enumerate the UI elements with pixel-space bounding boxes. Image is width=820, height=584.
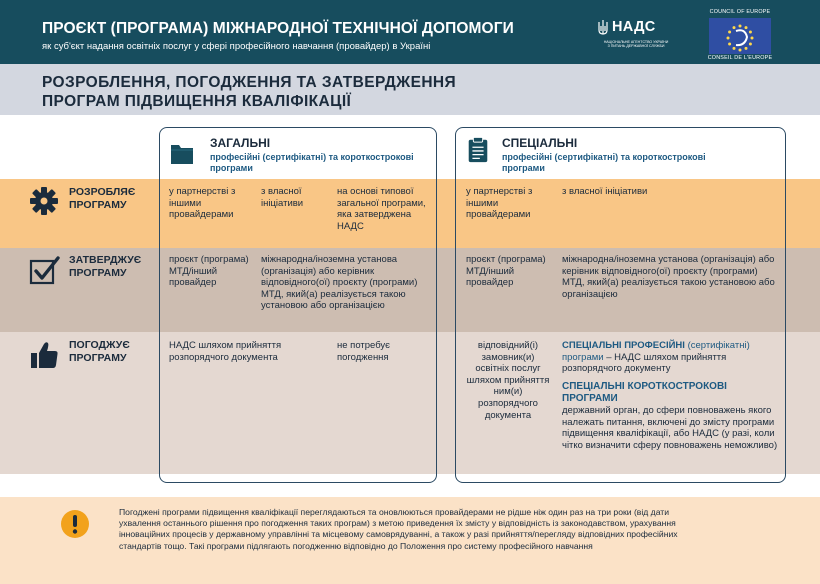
coe-logo-bottom: CONSEIL DE L'EUROPE [707, 55, 773, 61]
nads-logo-caption [596, 40, 676, 49]
column-subheading-general: професійні (сертифікатні) та короткострокові програми [210, 152, 414, 173]
cell-develops-general-2: з власної ініціативи [261, 186, 304, 209]
cell-develops-general-3: на основі типової загальної програми, яка затверджена НАДС [337, 186, 426, 232]
special-short-text: державний орган, до сфери повноважень якого належать питання, включені до змісту програми підвищення кваліфікації, або НАДС (у разі, коли чітко визначити сферу повноважень неможливо) [562, 405, 778, 451]
eu-stars-icon [709, 18, 771, 54]
checkmark-icon [28, 255, 60, 287]
header-title: ПРОЄКТ (ПРОГРАМА) МІЖНАРОДНОЇ ТЕХНІЧНОЇ ДОПОМОГИ [42, 20, 514, 37]
exclamation-icon [60, 509, 90, 539]
row-label-approves: ЗАТВЕРДЖУЄ ПРОГРАМУ [69, 254, 142, 279]
column-header-special [502, 136, 732, 174]
clipboard-icon [466, 137, 490, 163]
note-text: Погоджені програми підвищення кваліфікації переглядаються та оновлюються провайдерами не рідше ніж один раз на три роки (від дати ухвалення останнього рішення про погодження таких програм) з метою приведення їх змісту у відповідність із законодавством, урахування інноваційних процесів у державному управлінні та місцевому самоврядуванні, а також у разі прийняття/перегляду відповідних професійних стандартів тощо. Такі програми підлягають погодженню відповідно до Положення про систему професійного навчання [119, 507, 678, 551]
column-heading-special: СПЕЦІАЛЬНІ [502, 136, 578, 150]
gear-icon [28, 185, 60, 217]
nads-logo-line2: З ПИТАНЬ ДЕРЖАВНОЇ СЛУЖБИ [607, 44, 665, 49]
cell-approves-special-1: проєкт (програма) МТД/інший провайдер [466, 254, 546, 289]
nads-logo-name: НАДС [612, 19, 656, 35]
column-heading-general: ЗАГАЛЬНІ [210, 136, 271, 150]
cell-approves-special-2: міжнародна/іноземна установа (організація) або керівник відповідного(ої) проєкту (програми) МТД, який(а) реалізується такою установою або організацією [562, 254, 775, 300]
special-prof-title-suffix: (сертифікатні) програми [562, 340, 750, 363]
coe-logo-top: COUNCIL OF EUROPE [709, 9, 771, 15]
page-title-line1: РОЗРОБЛЕННЯ, ПОГОДЖЕННЯ ТА ЗАТВЕРДЖЕННЯ [42, 74, 457, 91]
cell-develops-general-1: у партнерстві з іншими провайдерами [169, 186, 236, 221]
cell-agrees-special-2 [562, 340, 784, 375]
cell-agrees-general-2: не потребує погодження [337, 340, 391, 363]
column-subheading-special: професійні (сертифікатні) та короткострокові програми [502, 152, 706, 173]
cell-approves-general-2: міжнародна/іноземна установа (організація) або керівник відповідного(ої) проєкту (програми) МТД, який(а) реалізується такою установою або організацією [261, 254, 418, 312]
nads-logo-line1: НАЦІОНАЛЬНЕ АГЕНТСТВО УКРАЇНИ [603, 40, 669, 44]
thumbs-up-icon [28, 339, 60, 371]
council-of-europe-logo [701, 8, 781, 62]
row-label-agrees: ПОГОДЖУЄ ПРОГРАМУ [69, 339, 130, 364]
page-title-band [0, 64, 820, 115]
header-bar [0, 0, 820, 64]
cell-develops-special-1: у партнерстві з іншими провайдерами [466, 186, 533, 221]
header-subtitle: як суб'єкт надання освітніх послуг у сфері професійного навчання (провайдер) в Україні [42, 41, 431, 52]
cell-agrees-special-3 [562, 381, 784, 451]
special-prof-text: – НАДС шляхом прийняття розпорядчого документу [562, 351, 727, 375]
trident-icon [598, 20, 608, 36]
special-prof-title: СПЕЦІАЛЬНІ ПРОФЕСІЙНІ [562, 340, 685, 351]
row-label-develops: РОЗРОБЛЯЄ ПРОГРАМУ [69, 186, 136, 211]
nads-logo [596, 18, 678, 58]
cell-agrees-special-1: відповідний(і) замовник(и) освітніх послуг шляхом прийняття ним(и) розпорядчого документа [466, 340, 550, 421]
cell-approves-general-1: проєкт (програма) МТД/інший провайдер [169, 254, 249, 289]
column-header-general [210, 136, 420, 174]
page-title-line2: ПРОГРАМ ПІДВИЩЕННЯ КВАЛІФІКАЦІЇ [42, 93, 352, 110]
cell-develops-special-2: з власної ініціативи [562, 186, 648, 197]
cell-agrees-general-1: НАДС шляхом прийняття розпорядчого документа [169, 340, 282, 363]
folder-icon [170, 140, 194, 166]
special-short-title: СПЕЦІАЛЬНІ КОРОТКОСТРОКОВІ ПРОГРАМИ [562, 381, 727, 404]
